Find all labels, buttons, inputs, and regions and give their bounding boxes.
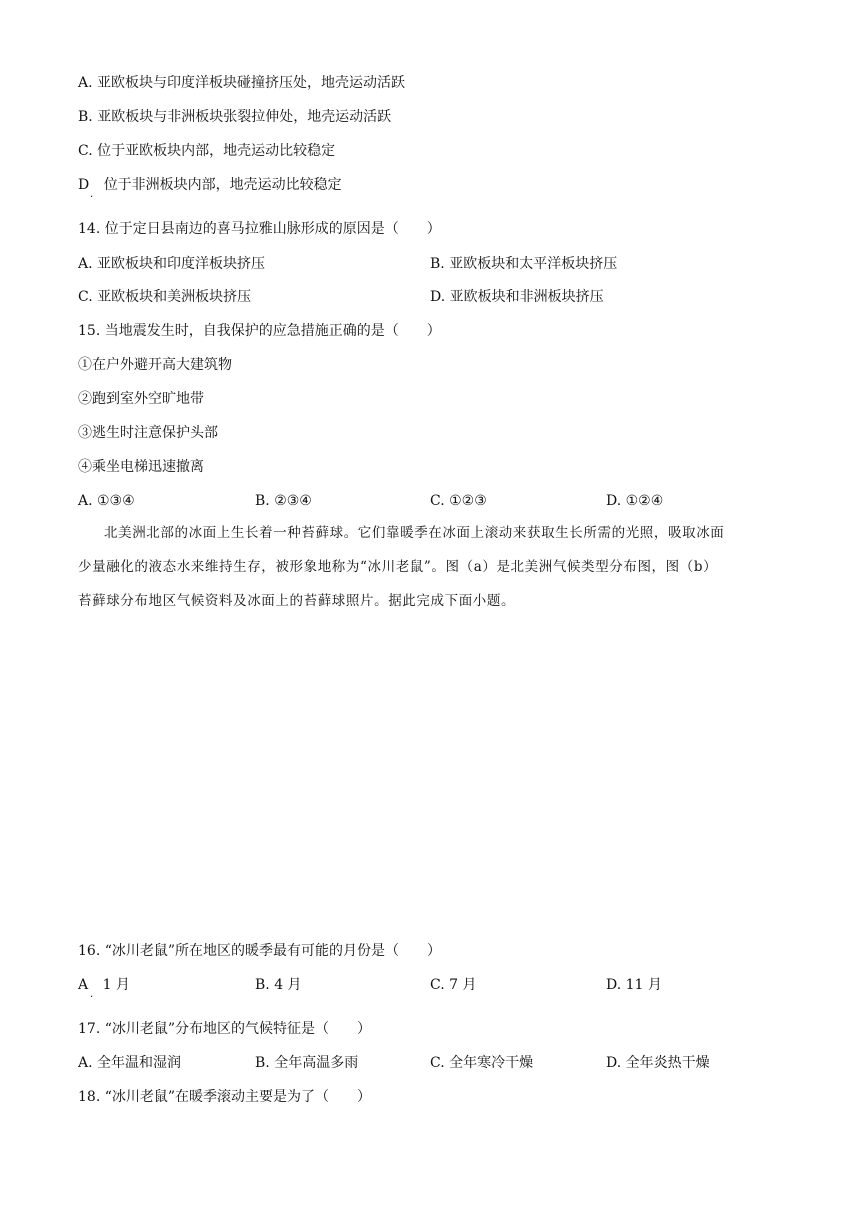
q17-option-a: A. 全年温和湿润 — [78, 1055, 182, 1071]
q13-option-d-text: 位于非洲板块内部，地壳运动比较稳定 — [103, 177, 342, 193]
q16-option-c: C. 7 月 — [430, 977, 477, 993]
figure-area — [78, 625, 778, 930]
q16-option-a — [78, 976, 130, 994]
passage-line-3: 苔藓球分布地区气候资料及冰面上的苔藓球照片。据此完成下面小题。 — [78, 593, 516, 609]
q14-stem: 14. 位于定日县南边的喜马拉雅山脉形成的原因是（ ） — [78, 221, 441, 237]
q14-option-d: D. 亚欧板块和非洲板块挤压 — [430, 289, 604, 305]
q13-option-c: C. 位于亚欧板块内部，地壳运动比较稳定 — [78, 143, 336, 159]
q14-option-a: A. 亚欧板块和印度洋板块挤压 — [78, 256, 266, 272]
q16-option-a-text: 1 月 — [102, 977, 130, 993]
q15-item-1: ①在户外避开高大建筑物 — [78, 357, 232, 373]
q13-option-d — [78, 176, 342, 194]
q18-stem: 18. “冰川老鼠”在暖季滚动主要是为了（ ） — [78, 1089, 372, 1105]
q16-option-b: B. 4 月 — [255, 977, 302, 993]
q13-option-b: B. 亚欧板块与非洲板块张裂拉伸处，地壳运动活跃 — [78, 109, 392, 125]
q15-stem: 15. 当地震发生时，自我保护的应急措施正确的是（ ） — [78, 323, 441, 339]
q14-option-c: C. 亚欧板块和美洲板块挤压 — [78, 289, 252, 305]
passage-line-1: 北美洲北部的冰面上生长着一种苔藓球。它们靠暖季在冰面上滚动来获取生长所需的光照，吸取冰面 — [104, 525, 725, 541]
q15-item-3: ③逃生时注意保护头部 — [78, 425, 218, 441]
q16-option-a-letter: A — [78, 977, 89, 993]
q15-option-d: D. ①②④ — [606, 493, 664, 509]
q15-item-4: ④乘坐电梯迅速撤离 — [78, 459, 204, 475]
passage-line-2: 少量融化的液态水来维持生存，被形象地称为“冰川老鼠”。图（a）是北美洲气候类型分布图，图（b） — [78, 559, 718, 575]
q16-stem: 16. “冰川老鼠”所在地区的暖季最有可能的月份是（ ） — [78, 943, 442, 959]
punctuation-dot: · — [90, 992, 94, 1003]
q17-stem: 17. “冰川老鼠”分布地区的气候特征是（ ） — [78, 1021, 372, 1037]
punctuation-dot: · — [90, 192, 94, 203]
q17-option-b: B. 全年高温多雨 — [255, 1055, 359, 1071]
q15-option-b: B. ②③④ — [255, 493, 312, 509]
q13-option-a: A. 亚欧板块与印度洋板块碰撞挤压处，地壳运动活跃 — [78, 75, 406, 91]
q14-option-b: B. 亚欧板块和太平洋板块挤压 — [430, 256, 618, 272]
q16-option-d: D. 11 月 — [606, 977, 662, 993]
q17-option-d: D. 全年炎热干燥 — [606, 1055, 710, 1071]
q13-option-d-letter: D — [78, 177, 90, 193]
q15-option-a: A. ①③④ — [78, 493, 135, 509]
q17-option-c: C. 全年寒冷干燥 — [430, 1055, 534, 1071]
q15-option-c: C. ①②③ — [430, 493, 487, 509]
q15-item-2: ②跑到室外空旷地带 — [78, 391, 204, 407]
